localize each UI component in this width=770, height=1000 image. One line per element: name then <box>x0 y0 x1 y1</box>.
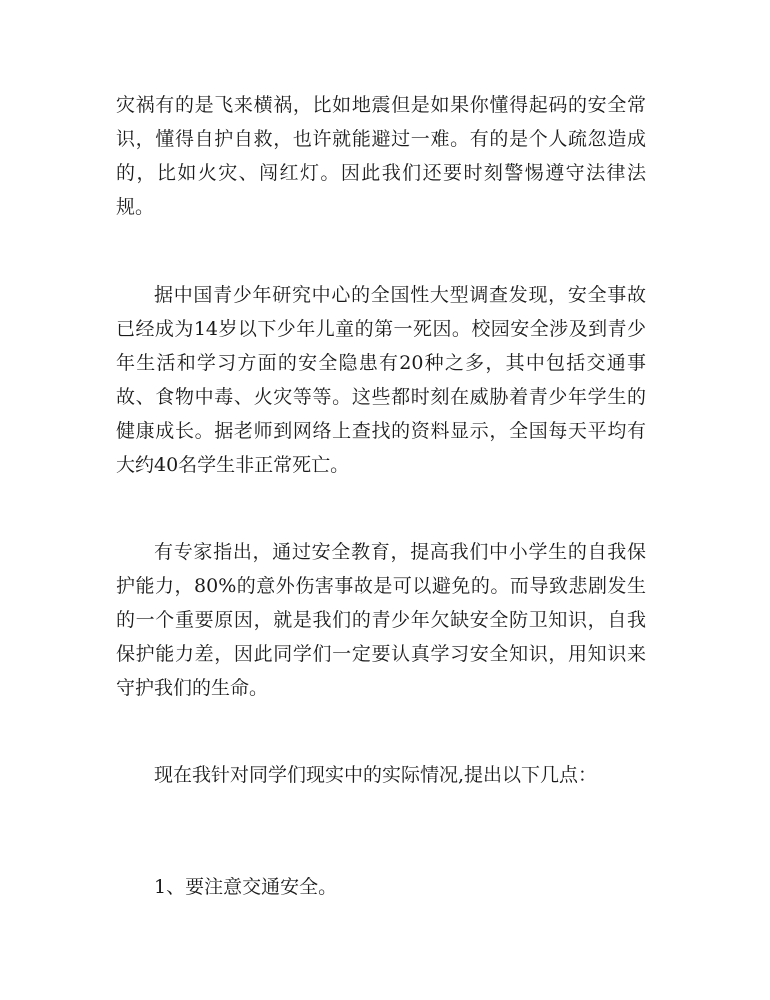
paragraph-survey-findings: 据中国青少年研究中心的全国性大型调查发现，安全事故已经成为14岁以下少年儿童的第一死因。校园安全涉及到青少年生活和学习方面的安全隐患有20种之多，其中包括交通事故、食物中毒、火灾等等。这些都时刻在威胁着青少年学生的健康成长。据老师到网络上查找的资料显示，全国每天平均有大约40名学生非正常死亡。 <box>116 284 646 476</box>
paragraph-point-one: 1、要注意交通安全。 <box>154 876 338 898</box>
paragraph-points-intro: 现在我针对同学们现实中的实际情况,提出以下几点： <box>154 764 598 786</box>
paragraph-expert-opinion: 有专家指出，通过安全教育，提高我们中小学生的自我保护能力，80%的意外伤害事故是可以避免的。而导致悲剧发生的一个重要原因，就是我们的青少年欠缺安全防卫知识，自我保护能力差，因此同学们一定要认真学习安全知识，用知识来守护我们的生命。 <box>116 541 646 699</box>
paragraph-disaster-causes: 灾祸有的是飞来横祸，比如地震但是如果你懂得起码的安全常识，懂得自护自救，也许就能避过一难。有的是个人疏忽造成的，比如火灾、闯红灯。因此我们还要时刻警惕遵守法律法规。 <box>116 94 646 218</box>
